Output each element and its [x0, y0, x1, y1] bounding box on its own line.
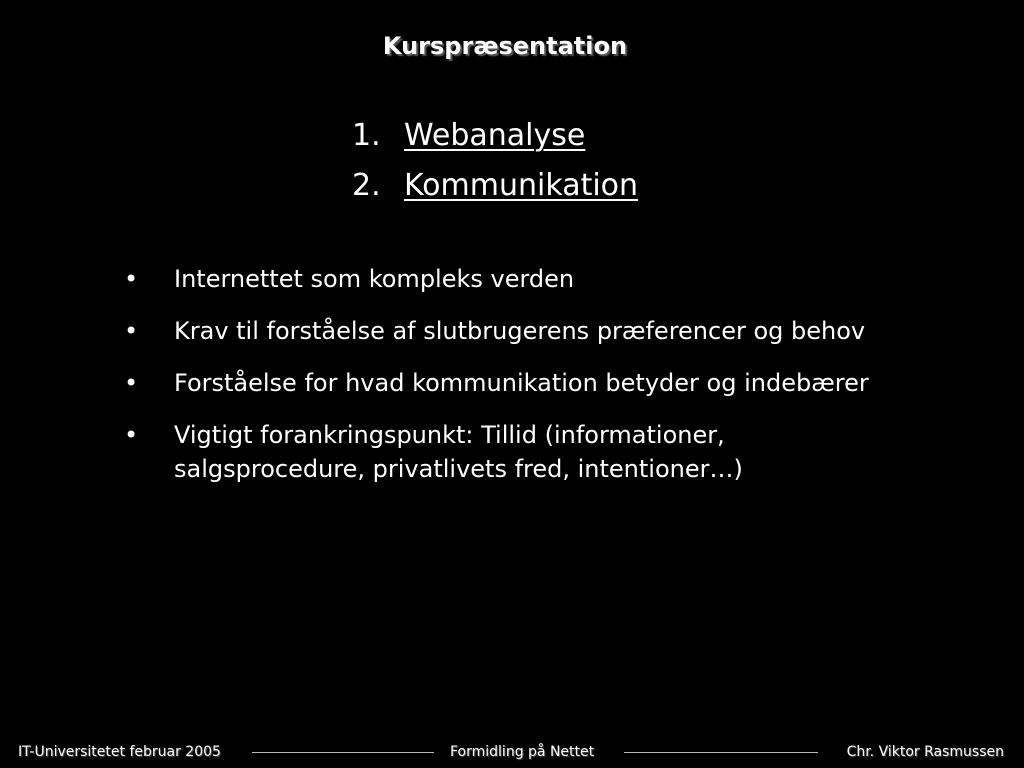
- bullet-icon: •: [124, 421, 139, 449]
- item-number: 1.: [352, 118, 381, 153]
- footer-divider: [252, 752, 434, 753]
- webanalyse-link[interactable]: Webanalyse: [404, 118, 586, 153]
- numbered-item: [352, 166, 638, 216]
- bullet-list: [124, 262, 1014, 504]
- slide-title: Kurspræsentation: [382, 32, 628, 60]
- bullet-text: Krav til forståelse af slutbrugerens præferencer og behov: [174, 317, 866, 345]
- footer-left-text: IT-Universitetet februar 2005: [18, 744, 221, 760]
- bullet-item: [124, 262, 1014, 296]
- bullet-icon: •: [124, 317, 139, 345]
- bullet-icon: •: [124, 265, 139, 293]
- slide-footer: [0, 742, 1024, 764]
- bullet-icon: •: [124, 369, 139, 397]
- kommunikation-link[interactable]: Kommunikation: [404, 168, 639, 203]
- bullet-text: Forståelse for hvad kommunikation betyder og indebærer: [174, 369, 869, 397]
- bullet-text: Internettet som kompleks verden: [174, 265, 575, 293]
- bullet-item: [124, 366, 1014, 400]
- footer-right-text: Chr. Viktor Rasmussen: [846, 744, 1004, 760]
- footer-center-text: Formidling på Nettet: [450, 744, 595, 760]
- bullet-text: [174, 418, 1014, 486]
- item-number: 2.: [352, 168, 381, 203]
- numbered-list: [352, 116, 638, 216]
- footer-divider: [624, 752, 818, 753]
- bullet-text-line: Vigtigt forankringspunkt: Tillid (informationer,: [174, 421, 725, 449]
- bullet-item: [124, 314, 1014, 348]
- numbered-item: [352, 116, 638, 166]
- bullet-item: [124, 418, 1014, 486]
- bullet-text-line: salgsprocedure, privatlivets fred, intentioner…): [174, 455, 743, 483]
